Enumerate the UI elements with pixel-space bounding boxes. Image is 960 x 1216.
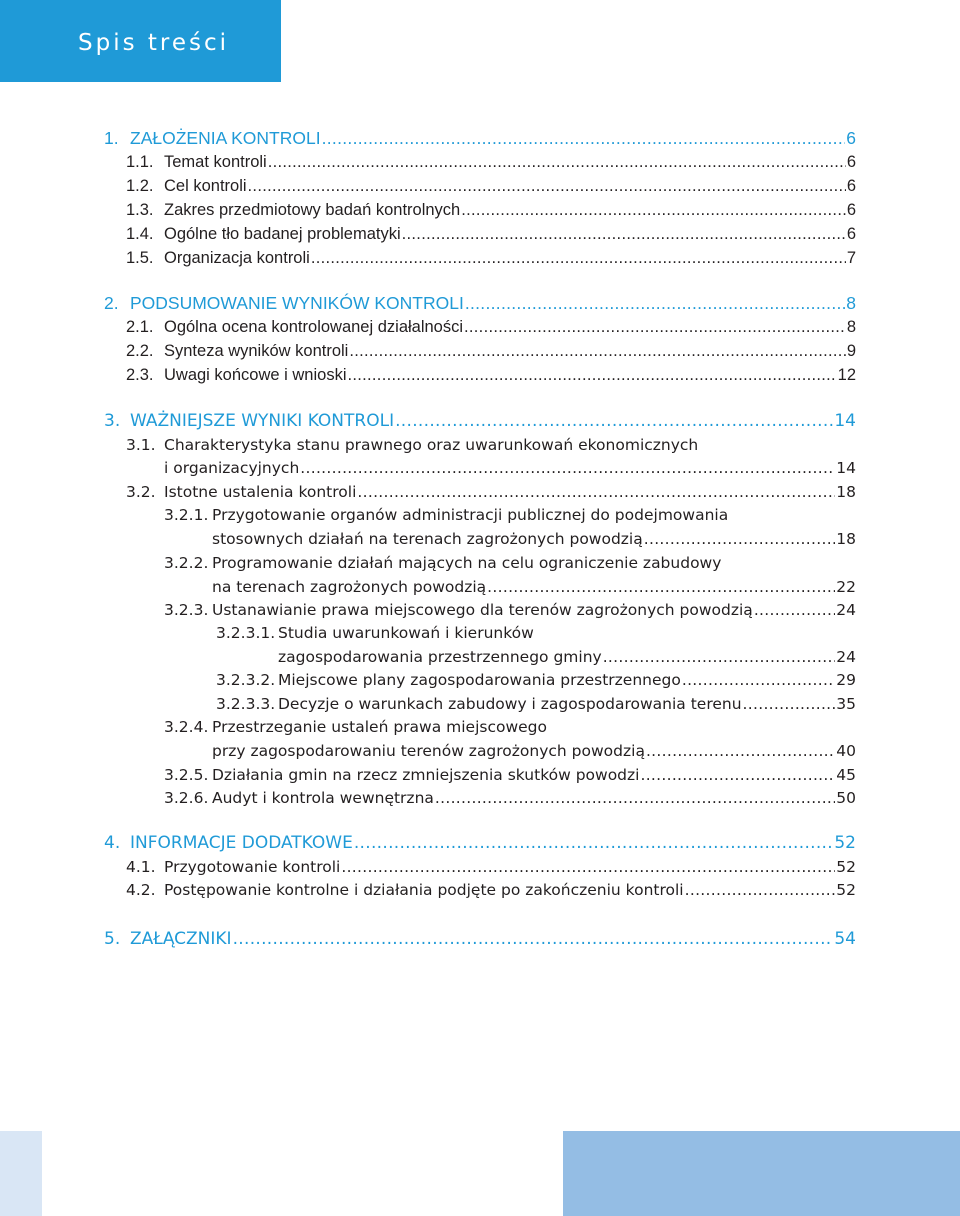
leader-dots	[402, 224, 846, 244]
leader-dots	[685, 880, 836, 900]
toc-entry-4[interactable]	[104, 833, 856, 853]
leader-dots	[464, 317, 846, 337]
leader-dots	[646, 741, 835, 761]
toc-entry-number: 5.	[104, 929, 121, 949]
toc-entry-4-2[interactable]	[126, 880, 856, 900]
leader-dots	[300, 458, 835, 478]
toc-entry-4-1[interactable]	[126, 857, 856, 877]
toc-entry-number: 1.	[104, 128, 119, 148]
toc-entry-3-2-3-2[interactable]	[216, 670, 856, 690]
toc-entry-number: 1.5.	[126, 249, 154, 267]
toc-entry-page: 29	[836, 671, 856, 689]
toc-entry-page: 14	[834, 411, 856, 431]
toc-entry-page: 6	[846, 153, 856, 171]
toc-entry-1-2[interactable]	[126, 176, 856, 196]
toc-entry-title: Uwagi końcowe i wnioski	[164, 366, 347, 384]
toc-entry-1-3[interactable]	[126, 200, 856, 220]
toc-entry-title: Organizacja kontroli	[164, 249, 310, 267]
leader-dots	[465, 293, 845, 313]
toc-entry-page: 40	[836, 742, 856, 760]
leader-dots	[357, 482, 835, 502]
toc-entry-number: 3.2.4.	[164, 718, 209, 736]
toc-entry-title: Cel kontroli	[164, 177, 247, 195]
leader-dots	[322, 128, 846, 148]
leader-dots	[682, 670, 835, 690]
toc-entry-title: Przygotowanie kontroli	[164, 858, 341, 876]
toc-entry-3-2-2-first-line[interactable]	[164, 553, 721, 573]
leader-dots	[349, 341, 845, 361]
toc-entry-number: 3.2.	[126, 483, 156, 501]
toc-entry-title: Przygotowanie organów administracji publicznej do podejmowania	[212, 506, 729, 524]
leader-dots	[743, 694, 836, 714]
toc-entry-number: 1.2.	[126, 177, 154, 195]
toc-entry-3-2-3-1[interactable]	[278, 647, 856, 667]
toc-entry-1-1[interactable]	[126, 152, 856, 172]
toc-entry-3-2-5[interactable]	[164, 765, 856, 785]
toc-entry-number: 1.4.	[126, 225, 154, 243]
toc-entry-number: 3.2.3.3.	[216, 695, 276, 713]
toc-entry-title: Przestrzeganie ustaleń prawa miejscowego	[212, 718, 547, 736]
toc-entry-number: 4.2.	[126, 881, 156, 899]
leader-dots	[603, 647, 836, 667]
toc-entry-page: 52	[834, 833, 856, 853]
page-title: Spis treści	[78, 30, 230, 56]
leader-dots	[348, 365, 837, 385]
toc-entry-number: 3.2.3.2.	[216, 671, 276, 689]
toc-entry-page: 35	[836, 695, 856, 713]
leader-dots	[311, 248, 846, 268]
toc-entry-number: 3.	[104, 411, 121, 431]
toc-entry-3-2-2[interactable]	[212, 577, 856, 597]
toc-entry-title: Postępowanie kontrolne i działania podjęte po zakończeniu kontroli	[164, 881, 684, 899]
toc-entry-page: 6	[846, 177, 856, 195]
leader-dots	[461, 200, 846, 220]
toc-entry-2-2[interactable]	[126, 341, 856, 361]
toc-entry-number: 4.1.	[126, 858, 156, 876]
toc-entry-3-2-3-1-first-line[interactable]	[216, 623, 534, 643]
leader-dots	[248, 176, 846, 196]
toc-entry-number: 3.2.2.	[164, 554, 209, 572]
toc-entry-page: 6	[846, 128, 856, 148]
toc-entry-number: 3.2.1.	[164, 506, 209, 524]
toc-entry-title: Ustanawianie prawa miejscowego dla terenów zagrożonych powodzią	[212, 601, 753, 619]
leader-dots	[435, 788, 835, 808]
toc-entry-title: Programowanie działań mających na celu ograniczenie zabudowy	[212, 554, 722, 572]
toc-entry-title: Temat kontroli	[164, 153, 267, 171]
toc-entry-number: 2.3.	[126, 366, 154, 384]
toc-entry-page: 24	[836, 648, 856, 666]
leader-dots	[754, 600, 835, 620]
toc-entry-page: 18	[836, 483, 856, 501]
toc-entry-title: Działania gmin na rzecz zmniejszenia skutków powodzi	[212, 766, 640, 784]
toc-entry-3-1[interactable]	[164, 458, 856, 478]
toc-entry-title: ZAŁOŻENIA KONTROLI	[130, 128, 321, 148]
toc-entry-title-continued: na terenach zagrożonych powodzią	[212, 578, 487, 596]
toc-entry-1-5[interactable]	[126, 248, 856, 268]
toc-entry-page: 14	[836, 459, 856, 477]
toc-entry-title-continued: i organizacyjnych	[164, 459, 300, 477]
toc-entry-title-continued: przy zagospodarowaniu terenów zagrożonych powodzią	[212, 742, 645, 760]
toc-entry-3-2-4[interactable]	[212, 741, 856, 761]
toc-entry-title: Audyt i kontrola wewnętrzna	[212, 789, 434, 807]
toc-entry-page: 6	[846, 225, 856, 243]
leader-dots	[233, 929, 834, 949]
leader-dots	[268, 152, 846, 172]
toc-entry-page: 18	[836, 530, 856, 548]
leader-dots	[644, 529, 836, 549]
toc-entry-title: Studia uwarunkowań i kierunków	[278, 624, 534, 642]
toc-entry-3-2[interactable]	[126, 482, 856, 502]
toc-entry-page: 22	[836, 578, 856, 596]
toc-entry-3-2-3[interactable]	[164, 600, 856, 620]
toc-entry-page: 12	[837, 366, 856, 384]
toc-entry-page: 52	[836, 858, 856, 876]
toc-entry-number: 3.2.6.	[164, 789, 209, 807]
toc-entry-page: 9	[846, 342, 856, 360]
toc-entry-title: PODSUMOWANIE WYNIKÓW KONTROLI	[130, 293, 464, 313]
toc-entry-number: 2.2.	[126, 342, 154, 360]
leader-dots	[341, 857, 835, 877]
toc-entry-3-2-1[interactable]	[212, 529, 856, 549]
footer-decoration-right	[563, 1131, 960, 1216]
toc-entry-3[interactable]	[104, 411, 856, 431]
leader-dots	[354, 833, 834, 853]
toc-entry-3-2-4-first-line[interactable]	[164, 717, 547, 737]
toc-entry-3-1-first-line[interactable]	[126, 435, 698, 455]
toc-entry-1[interactable]	[104, 128, 856, 148]
toc-entry-page: 45	[836, 766, 856, 784]
toc-entry-number: 1.3.	[126, 201, 154, 219]
leader-dots	[487, 577, 835, 597]
toc-entry-number: 2.	[104, 293, 119, 313]
toc-entry-2-3[interactable]	[126, 365, 856, 385]
toc-entry-title: Zakres przedmiotowy badań kontrolnych	[164, 201, 461, 219]
toc-entry-title: Charakterystyka stanu prawnego oraz uwarunkowań ekonomicznych	[164, 436, 699, 454]
toc-entry-title: WAŻNIEJSZE WYNIKI KONTROLI	[130, 411, 395, 431]
toc-entry-page: 52	[836, 881, 856, 899]
toc-entry-2[interactable]	[104, 293, 856, 313]
toc-entry-3-2-3-3[interactable]	[216, 694, 856, 714]
toc-entry-title: Istotne ustalenia kontroli	[164, 483, 357, 501]
toc-entry-page: 54	[834, 929, 856, 949]
leader-dots	[395, 411, 833, 431]
toc-entry-3-2-6[interactable]	[164, 788, 856, 808]
toc-entry-page: 50	[836, 789, 856, 807]
toc-entry-page: 8	[846, 318, 856, 336]
toc-entry-page: 6	[846, 201, 856, 219]
toc-entry-title: Decyzje o warunkach zabudowy i zagospodarowania terenu	[278, 695, 742, 713]
leader-dots	[640, 765, 835, 785]
toc-entry-page: 8	[846, 293, 856, 313]
toc-entry-2-1[interactable]	[126, 317, 856, 337]
toc-entry-3-2-1-first-line[interactable]	[164, 505, 728, 525]
toc-entry-page: 7	[846, 249, 856, 267]
toc-entry-number: 2.1.	[126, 318, 154, 336]
toc-entry-title: ZAŁĄCZNIKI	[130, 929, 232, 949]
toc-entry-title-continued: zagospodarowania przestrzennego gminy	[278, 648, 602, 666]
toc-entry-number: 1.1.	[126, 153, 154, 171]
toc-entry-title-continued: stosownych działań na terenach zagrożonych powodzią	[212, 530, 643, 548]
toc-entry-number: 4.	[104, 833, 121, 853]
toc-entry-number: 3.2.3.	[164, 601, 209, 619]
toc-entry-number: 3.2.3.1.	[216, 624, 276, 642]
toc-entry-page: 24	[836, 601, 856, 619]
toc-entry-title: Ogólna ocena kontrolowanej działalności	[164, 318, 464, 336]
toc-entry-title: INFORMACJE DODATKOWE	[130, 833, 353, 853]
footer-decoration-left	[0, 1131, 42, 1216]
toc-entry-number: 3.1.	[126, 436, 156, 454]
toc-entry-title: Miejscowe plany zagospodarowania przestrzennego	[278, 671, 681, 689]
toc-entry-5[interactable]	[104, 929, 856, 949]
toc-entry-1-4[interactable]	[126, 224, 856, 244]
toc-entry-number: 3.2.5.	[164, 766, 209, 784]
toc-entry-title: Ogólne tło badanej problematyki	[164, 225, 401, 243]
toc-entry-title: Synteza wyników kontroli	[164, 342, 349, 360]
